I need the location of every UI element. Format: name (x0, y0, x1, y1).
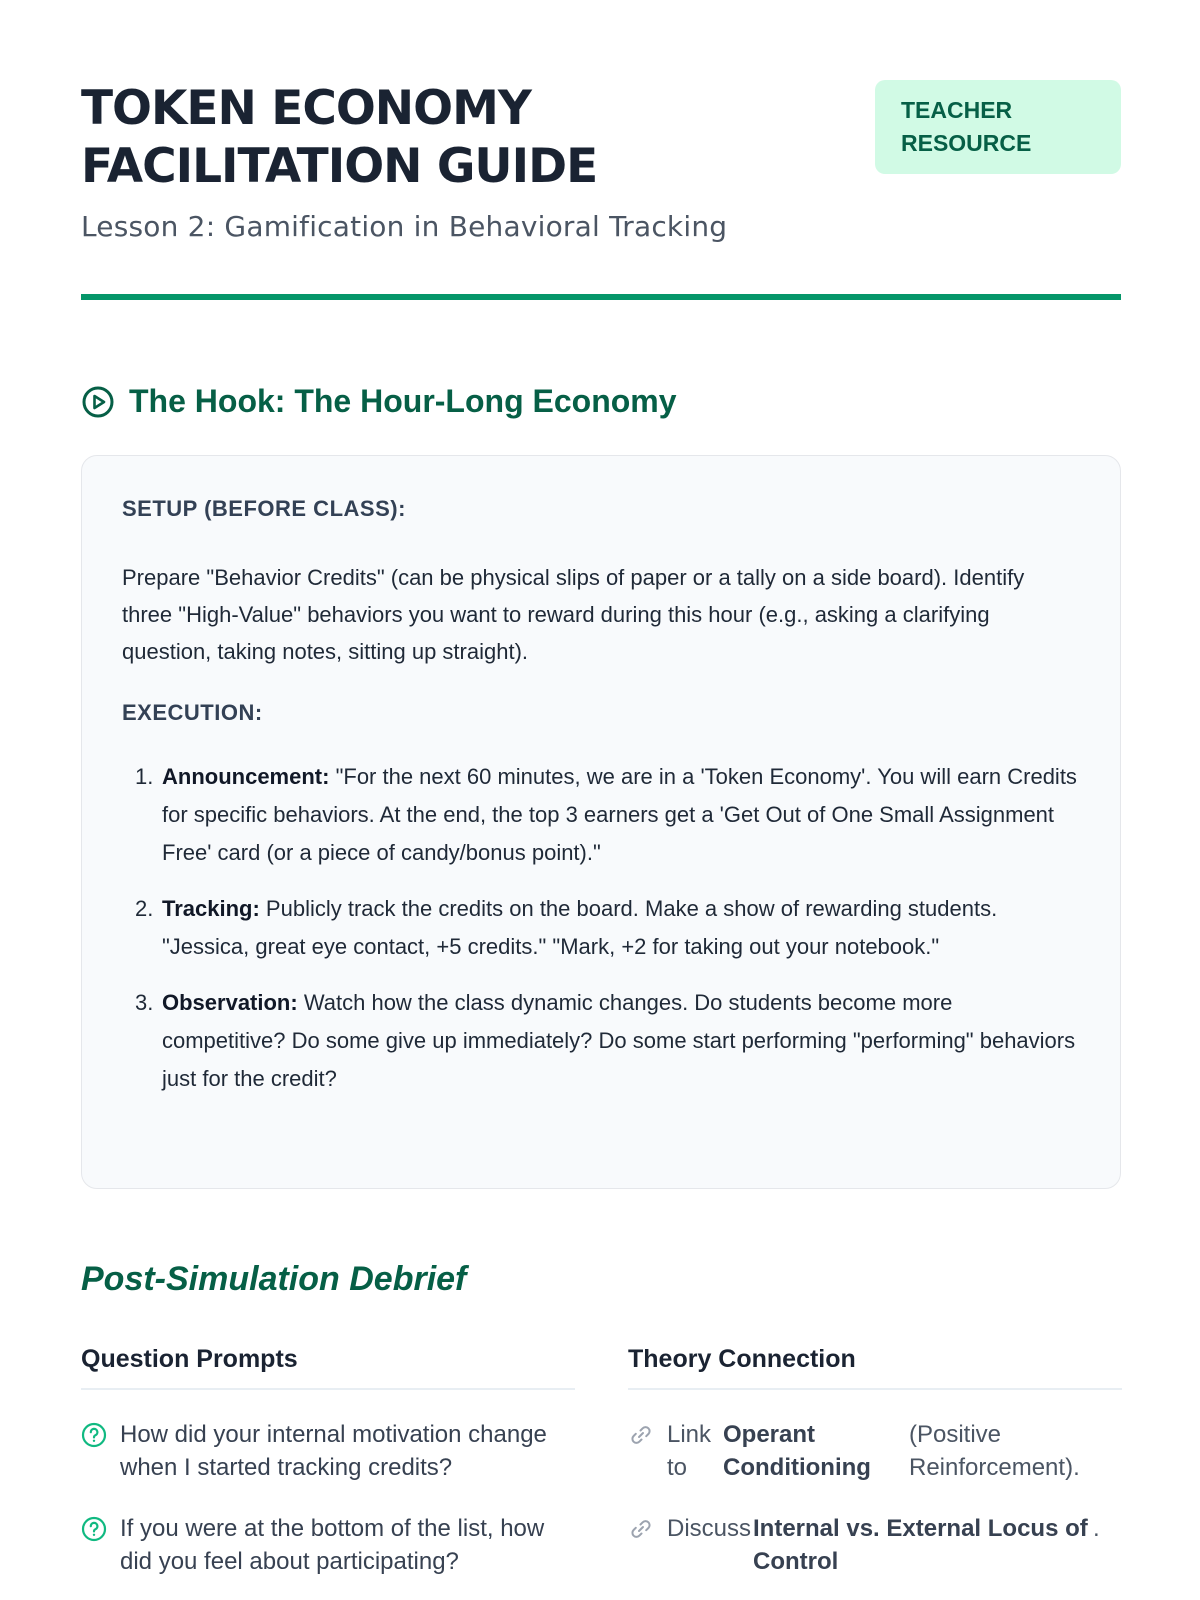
header (81, 80, 1121, 248)
list-item (628, 1418, 1122, 1484)
setup-text: Prepare "Behavior Credits" (can be physical slips of paper or a tally on a side board). Identify three "High-Value" behaviors you want to reward during this hour (e.g., asking a clarifying question, taking notes, sitting up straight). (122, 565, 1025, 664)
step-label: Tracking: (162, 896, 260, 921)
list-item (122, 890, 1080, 966)
step-label: Announcement: (162, 764, 330, 789)
play-circle-icon (81, 385, 115, 419)
hook-title: The Hook: The Hour-Long Economy (129, 383, 677, 419)
step-text: "For the next 60 minutes, we are in a 'Token Economy'. You will earn Credits for specific behaviors. At the end, the top 3 earners get a 'Get Out of One Small Assignment Free' card (or a piece of candy/bonus point)." (162, 764, 1077, 865)
list-item (122, 758, 1080, 872)
execution-steps (122, 758, 1080, 1098)
question-text: How did your internal motivation change when I started tracking credits? (120, 1421, 547, 1481)
list-item (81, 1512, 575, 1578)
theory-connection-column (628, 1345, 1122, 1578)
list-item (122, 984, 1080, 1098)
theory-verb: Link to (667, 1421, 712, 1481)
execution-label: EXECUTION: (122, 700, 263, 725)
list-item (81, 1418, 575, 1484)
theory-note: (Positive Reinforcement). (909, 1421, 1080, 1481)
question-circle-icon (81, 1422, 107, 1448)
theory-connection-heading: Theory Connection (628, 1345, 1122, 1390)
header-divider (81, 294, 1121, 300)
step-label: Observation: (162, 990, 298, 1015)
setup-label: SETUP (BEFORE CLASS): (122, 496, 406, 521)
step-number: 2. (135, 896, 154, 921)
list-item (628, 1512, 1122, 1578)
step-number: 3. (135, 990, 154, 1015)
step-text: Watch how the class dynamic changes. Do students become more competitive? Do some give up immediately? Do some start performing "performing" behaviors just for the credit? (162, 990, 1076, 1091)
theory-verb: Discuss (667, 1515, 752, 1542)
badge-line-1: TEACHER (901, 97, 1013, 123)
link-icon (628, 1516, 654, 1542)
hook-heading (81, 383, 677, 420)
step-number: 1. (135, 764, 154, 789)
question-prompts-column (81, 1345, 575, 1578)
theory-concept: Internal vs. External Locus of Control (753, 1515, 1088, 1575)
link-icon (628, 1422, 654, 1448)
teacher-resource-badge (875, 80, 1121, 174)
theory-concept: Operant Conditioning (723, 1421, 871, 1481)
debrief-title: Post-Simulation Debrief (81, 1260, 467, 1298)
step-text: Publicly track the credits on the board. Make a show of rewarding students. "Jessica, great eye contact, +5 credits." "Mark, +2 for taking out your notebook." (162, 896, 998, 959)
question-text: If you were at the bottom of the list, how did you feel about participating? (120, 1515, 545, 1575)
title-line-1: TOKEN ECONOMY (81, 81, 531, 136)
question-circle-icon (81, 1516, 107, 1542)
badge-line-2: RESOURCE (901, 130, 1032, 156)
theory-note: . (1093, 1515, 1100, 1542)
page-title (81, 80, 801, 196)
facilitation-guide-page (81, 80, 1121, 1575)
question-prompts-heading: Question Prompts (81, 1345, 575, 1390)
title-line-2: FACILITATION GUIDE (81, 139, 598, 194)
hook-card (81, 455, 1121, 1189)
page-subtitle: Lesson 2: Gamification in Behavioral Tracking (81, 210, 728, 243)
